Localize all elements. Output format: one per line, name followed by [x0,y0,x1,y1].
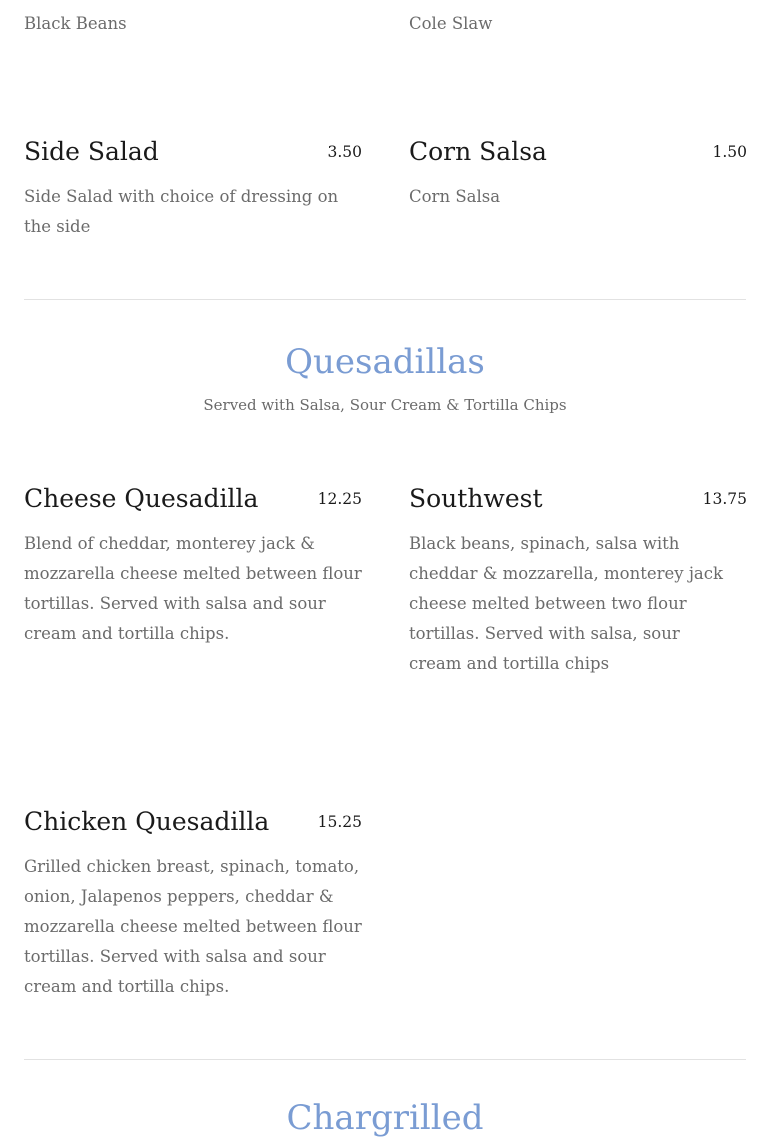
section-title-next: Chargrilled [286,1098,484,1138]
item-name: Southwest [409,484,543,513]
section-subtitle-quesadillas: Served with Salsa, Sour Cream & Tortilla Chips [203,396,567,414]
item-price: 12.25 [317,490,362,508]
black-beans-description: Black Beans [24,14,127,33]
item-description: Grilled chicken breast, spinach, tomato, onion, Jalapenos peppers, cheddar & mozzarella cheese melted between flour tortillas. Served with salsa and sour cream and tortilla chips. [24,857,362,996]
item-price: 3.50 [327,143,362,161]
section-title-quesadillas: Quesadillas [285,342,485,382]
item-price: 13.75 [702,490,747,508]
item-description: Blend of cheddar, monterey jack & mozzarella cheese melted between flour tortillas. Served with salsa and sour cream and tortilla chips. [24,534,362,643]
item-price: 15.25 [317,813,362,831]
item-description: Corn Salsa [409,187,501,206]
item-price: 1.50 [712,143,747,161]
item-description: Side Salad with choice of dressing on the side [24,187,339,236]
cole-slaw-description: Cole Slaw [409,14,493,33]
section-divider [24,1059,746,1060]
item-name: Chicken Quesadilla [24,807,270,836]
item-name: Side Salad [24,137,159,166]
item-description: Black beans, spinach, salsa with cheddar & mozzarella, monterey jack cheese melted between two flour tortillas. Served with salsa, sour cream and tortilla chips [409,534,724,673]
section-divider [24,299,746,300]
item-name: Cheese Quesadilla [24,484,259,513]
item-name: Corn Salsa [409,137,547,166]
